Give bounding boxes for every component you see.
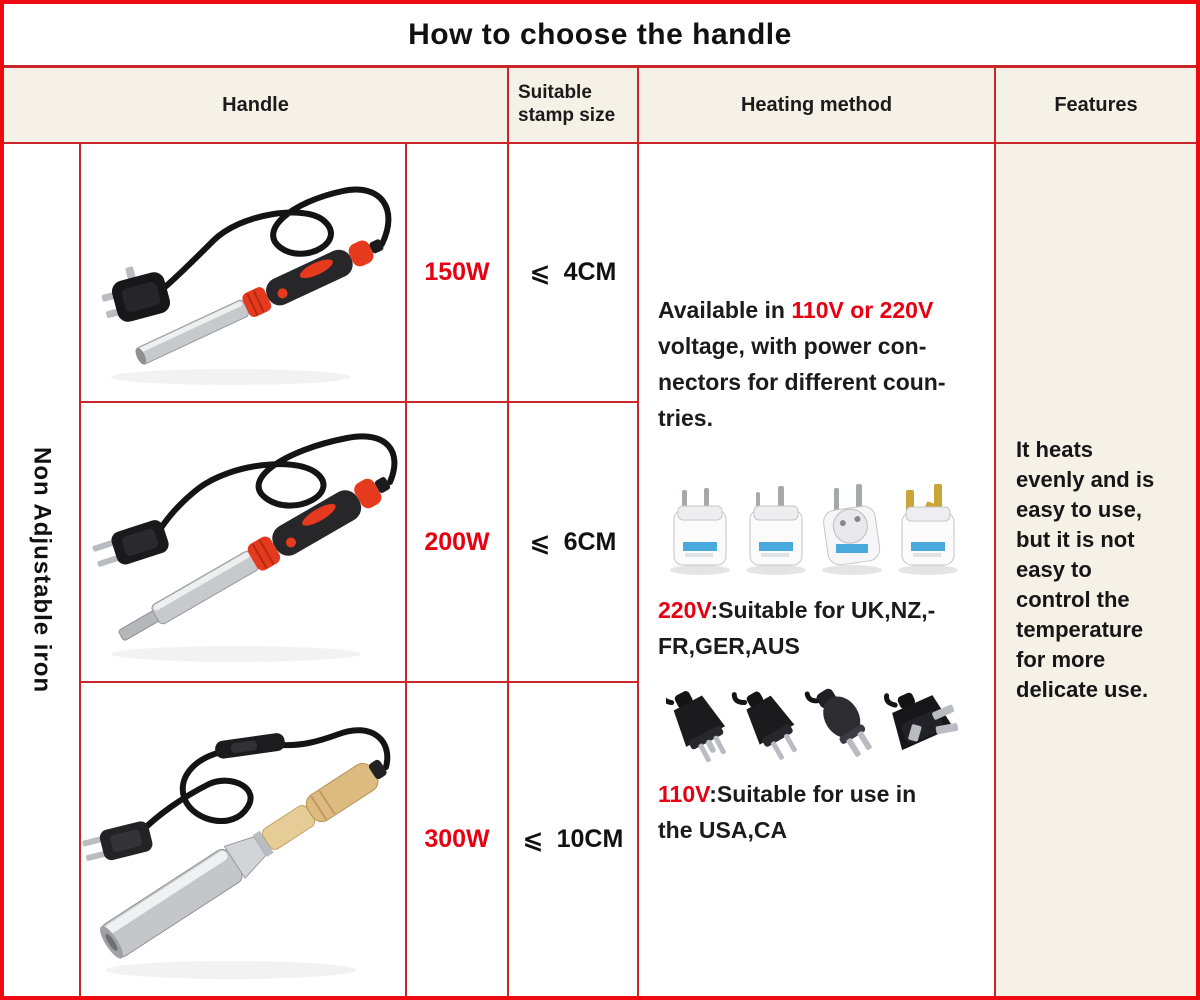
size-cell-row3 [509, 683, 637, 996]
white-adapter-us-icon [670, 488, 730, 575]
v220-line-2: FR,GER,AUS [658, 633, 800, 659]
white-adapters-image [666, 480, 968, 580]
soldering-iron-150w-illustration [81, 145, 405, 400]
v110-label: 110V [658, 781, 710, 807]
uk-plug-icon [96, 259, 173, 327]
intro-voltage-red: 110V or 220V [791, 297, 934, 323]
inline-switch [214, 732, 286, 760]
intro-line-3: nectors for different coun- [658, 369, 946, 395]
watt-label: 150W [424, 258, 490, 286]
table-header-row [4, 68, 1196, 144]
iron-image-150w [81, 144, 405, 401]
power-cord [281, 730, 387, 767]
features-cell [996, 144, 1196, 996]
soldering-iron-300w-illustration [81, 688, 405, 992]
iron-image-300w [81, 683, 405, 996]
power-cord [165, 190, 388, 287]
side-label-cell [4, 144, 79, 996]
less-equal-icon: ⩽ [529, 258, 551, 287]
less-equal-icon: ⩽ [529, 527, 551, 557]
voltage-intro [658, 292, 975, 436]
intro-line-4: tries. [658, 405, 713, 431]
white-adapter-us2-icon [746, 486, 806, 575]
voltage-220-note [658, 592, 975, 664]
features-line: for more [1016, 647, 1106, 672]
watt-label: 200W [424, 527, 490, 556]
iron-body [113, 468, 396, 650]
us-plug-icon [90, 518, 171, 573]
features-line: delicate use. [1016, 677, 1149, 702]
v110-text: :Suitable for use in [709, 781, 917, 807]
black-plug-uk-icon [879, 686, 962, 755]
stamp-size-value: 4CM [563, 258, 617, 286]
power-cord [143, 752, 251, 830]
intro-line-1 [658, 292, 975, 328]
size-cell-row1 [509, 144, 637, 401]
black-plug-us2-icon [731, 686, 806, 765]
side-label: Non Adjustable iron [28, 446, 56, 694]
watt-label: 300W [424, 825, 490, 853]
watt-cell-row2 [407, 403, 507, 681]
features-line: easy to use, [1016, 497, 1142, 522]
voltage-110-note [658, 776, 975, 848]
iron-image-200w [81, 403, 405, 681]
features-line: It heats [1016, 437, 1094, 462]
features-line: evenly and is [1016, 467, 1155, 492]
black-plug-us3-icon [666, 686, 736, 768]
black-plug-flat-icon [806, 686, 878, 762]
header-heating-method: Heating method [639, 68, 994, 142]
features-line: temperature [1016, 617, 1144, 642]
header-features: Features [996, 68, 1196, 142]
intro-text: Available in [658, 297, 792, 323]
table-body [4, 144, 1196, 996]
less-equal-icon: ⩽ [522, 825, 544, 854]
watt-cell-row3 [407, 683, 507, 996]
intro-line-2: voltage, with power con- [658, 333, 927, 359]
white-adapter-uk-icon [898, 484, 958, 575]
header-stamp-size: Suitable stamp size [509, 68, 637, 142]
header-handle: Handle [4, 68, 507, 142]
heating-method-cell [639, 144, 994, 996]
stamp-size-value: 6CM [563, 527, 617, 556]
page-title: How to choose the handle [408, 17, 792, 51]
soldering-iron-200w-illustration [81, 404, 405, 680]
v110-line-2: the USA,CA [658, 817, 788, 843]
v110-line-1 [658, 776, 975, 812]
v220-text: :Suitable for UK,NZ,- [710, 597, 936, 623]
features-line: but it is not [1016, 527, 1135, 552]
features-line: control the [1016, 587, 1130, 612]
iron-body [96, 749, 393, 961]
white-adapter-eu-icon [822, 484, 882, 575]
features-line: easy to [1016, 557, 1092, 582]
watt-cell-row1 [407, 144, 507, 401]
us-plug-icon [81, 819, 154, 866]
title-band [4, 4, 1196, 68]
v220-label: 220V [658, 597, 711, 623]
v220-line-1 [658, 592, 975, 628]
stamp-size-value: 10CM [556, 825, 624, 853]
size-cell-row2 [509, 403, 637, 681]
black-plugs-image [666, 686, 968, 774]
